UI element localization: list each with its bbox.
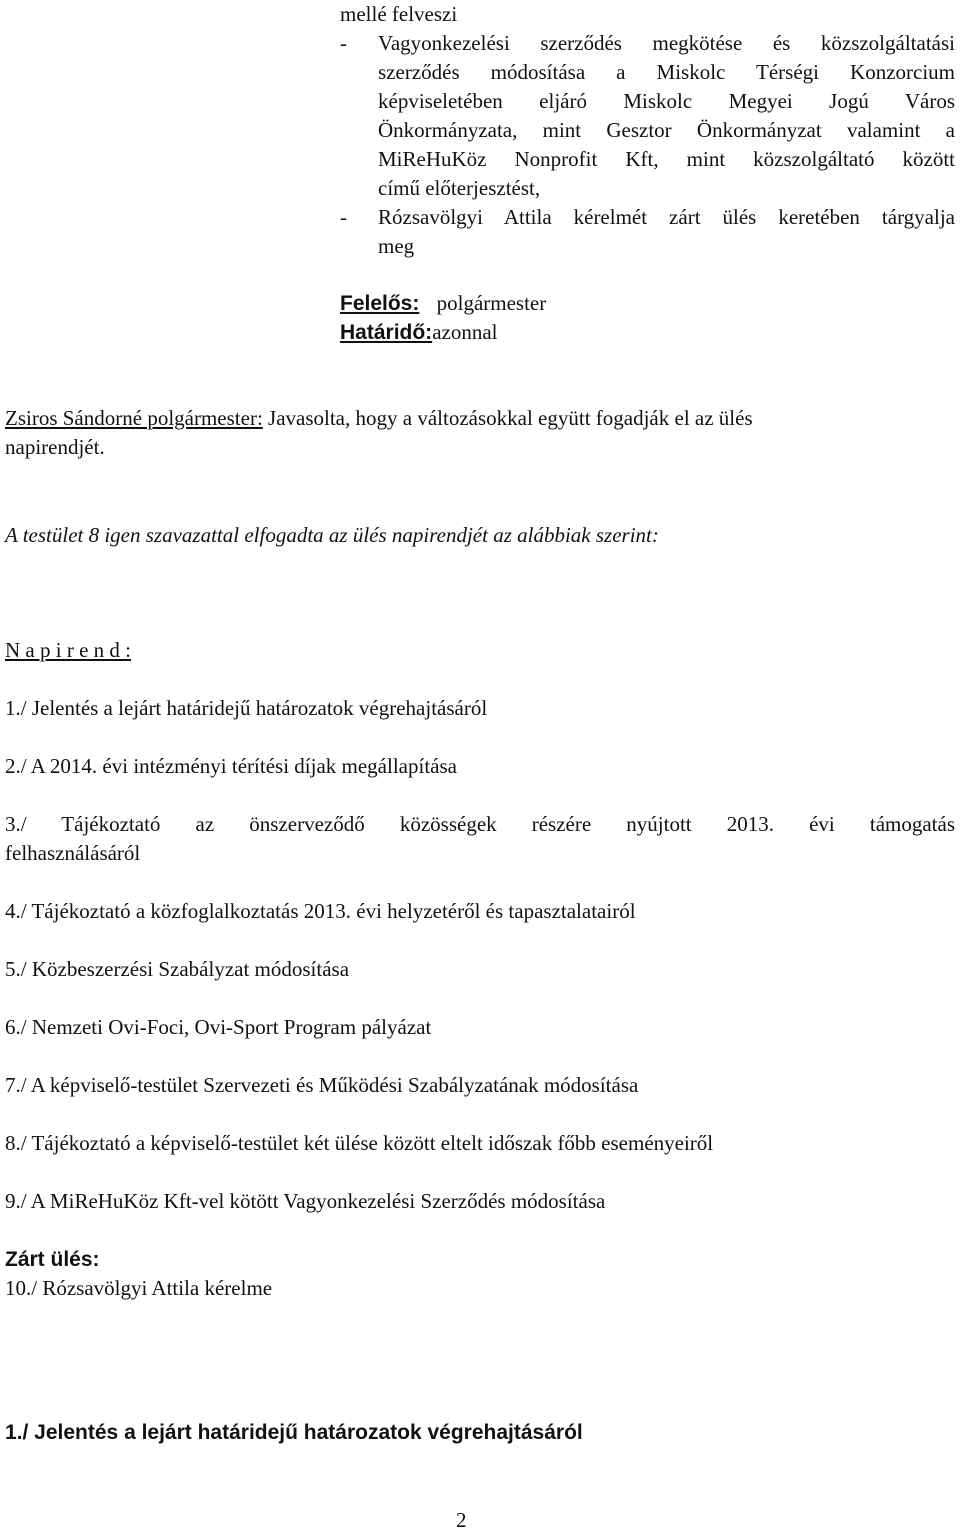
bullet-dash: - <box>340 31 347 55</box>
agenda-item: 1./ Jelentés a lejárt határidejű határozatok végrehajtásáról <box>5 696 488 720</box>
agenda-item: 8./ Tájékoztató a képviselő-testület két ülése között eltelt időszak főbb eseményeiről <box>5 1131 714 1155</box>
deadline-value: azonnal <box>432 320 498 344</box>
bullet-line: című előterjesztést, <box>378 176 541 200</box>
proposal-text: Javasolta, hogy a változásokkal együtt fogadják el az ülés <box>262 406 753 430</box>
agenda-item: 3./ Tájékoztató az önszerveződő közösségek részére nyújtott 2013. évi támogatás <box>5 812 955 836</box>
bullet-line: Önkormányzata, mint Gesztor Önkormányzat valamint a <box>378 118 955 142</box>
agenda-item: 7./ A képviselő-testület Szervezeti és Működési Szabályzatának módosítása <box>5 1073 639 1097</box>
agenda-heading: N a p i r e n d : <box>5 638 131 662</box>
closed-session-label: Zárt ülés: <box>5 1248 100 1271</box>
page-number: 2 <box>456 1508 467 1532</box>
agenda-item: 5./ Közbeszerzési Szabályzat módosítása <box>5 957 350 981</box>
bullet-line: szerződés módosítása a Miskolc Térségi Konzorcium <box>378 60 955 84</box>
responsible-value: polgármester <box>436 291 547 315</box>
agenda-item: 6./ Nemzeti Ovi-Foci, Ovi-Sport Program pályázat <box>5 1015 432 1039</box>
section-title: 1./ Jelentés a lejárt határidejű határozatok végrehajtásáról <box>5 1421 583 1444</box>
agenda-item-continued: felhasználásáról <box>5 841 141 865</box>
bullet-line: képviseletében eljáró Miskolc Megyei Jogú Város <box>378 89 955 113</box>
responsible-row <box>340 289 546 318</box>
agenda-item: 9./ A MiReHuKöz Kft-vel kötött Vagyonkezelési Szerződés módosítása <box>5 1189 606 1213</box>
bullet-dash: - <box>340 205 347 229</box>
responsible-label: Felelős: <box>340 292 420 315</box>
bullet-line: Vagyonkezelési szerződés megkötése és közszolgáltatási <box>378 31 955 55</box>
proposal-speaker: Zsiros Sándorné polgármester: <box>5 406 263 430</box>
agenda-item: 4./ Tájékoztató a közfoglalkoztatás 2013. évi helyzetéről és tapasztalatairól <box>5 899 636 923</box>
deadline-label: Határidő: <box>340 321 433 344</box>
deadline-row <box>340 318 497 347</box>
proposal-line2: napirendjét. <box>5 435 105 459</box>
bullet-line: MiReHuKöz Nonprofit Kft, mint közszolgáltató között <box>378 147 955 171</box>
agenda-item: 2./ A 2014. évi intézményi térítési díjak megállapítása <box>5 754 457 778</box>
bullet-line: meg <box>378 234 415 258</box>
bullet-line: Rózsavölgyi Attila kérelmét zárt ülés keretében tárgyalja <box>378 205 955 229</box>
vote-statement: A testület 8 igen szavazattal elfogadta az ülés napirendjét az alábbiak szerint: <box>5 523 659 547</box>
intro-head: mellé felveszi <box>340 2 458 26</box>
proposal-line1 <box>5 404 753 433</box>
closed-session-item: 10./ Rózsavölgyi Attila kérelme <box>5 1276 273 1300</box>
